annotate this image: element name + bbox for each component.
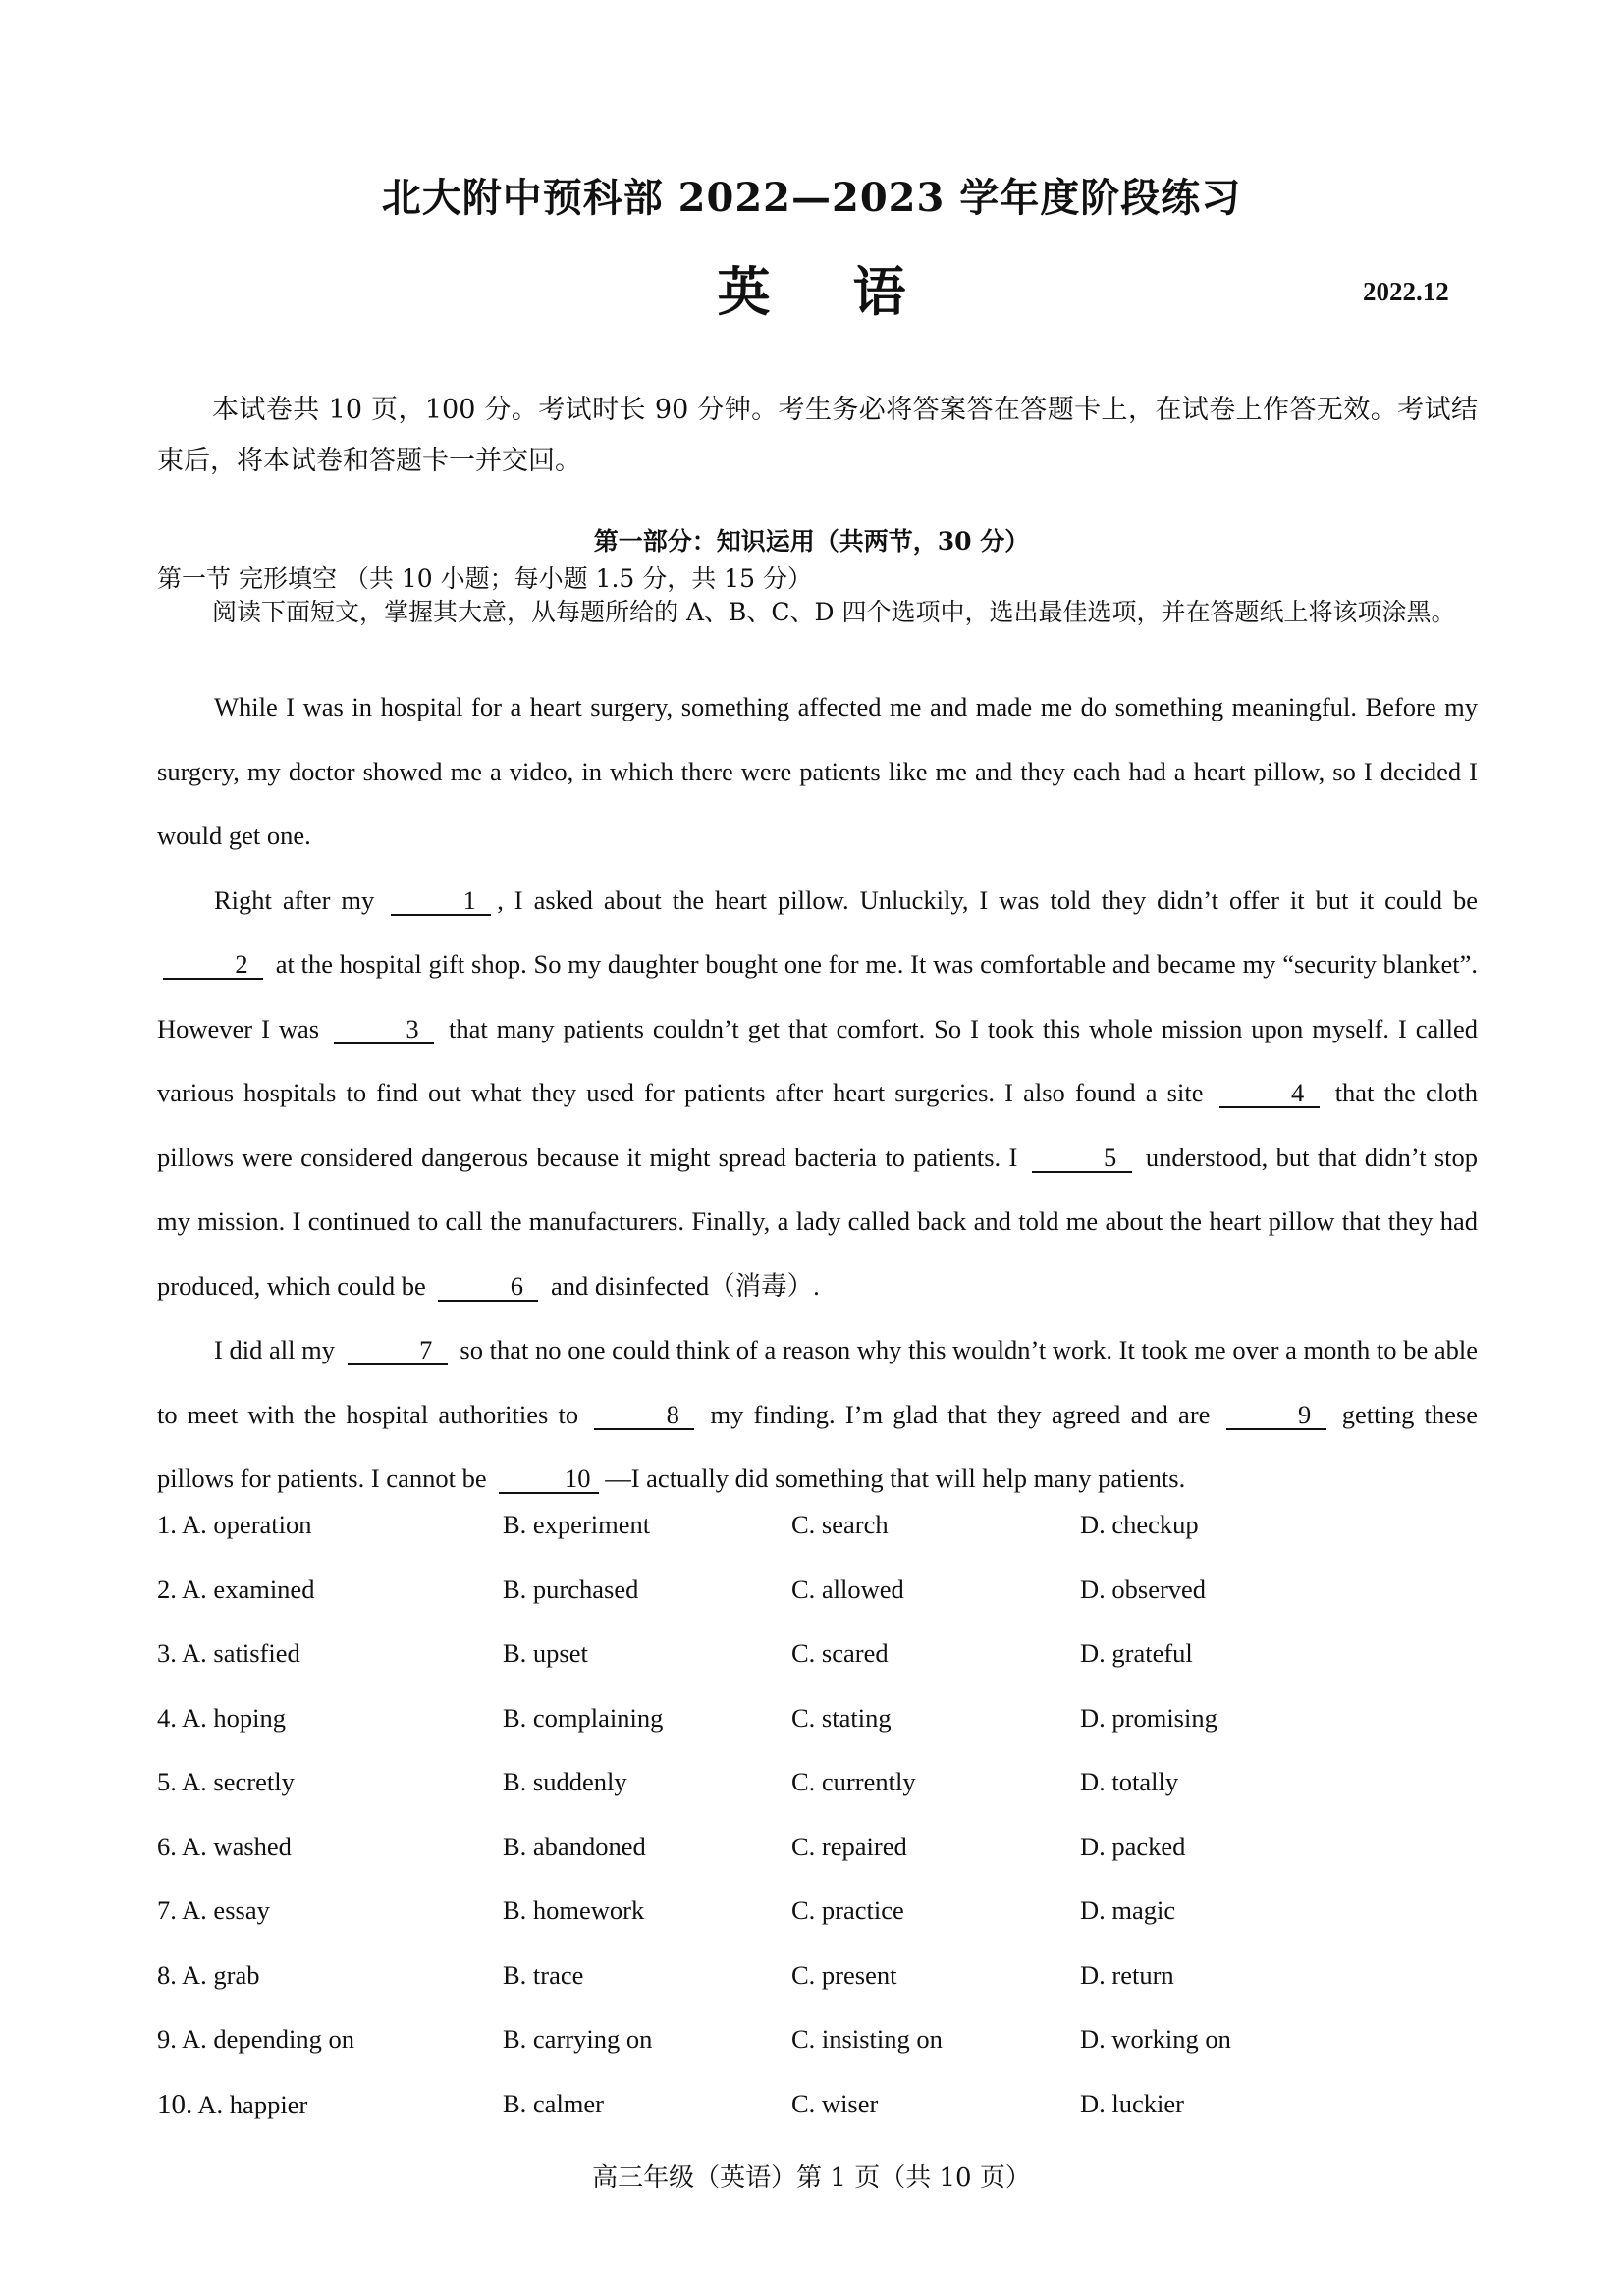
part-heading: 第一部分：知识运用（共两节，30 分） xyxy=(593,527,1030,556)
exam-instructions: 本试卷共 10 页，100 分。考试时长 90 分钟。考生务必将答案答在答题卡上，在试卷上作答无效。考试结束后，将本试卷和答题卡一并交回。 xyxy=(157,395,1478,476)
option-c: C. practice xyxy=(791,1896,904,1925)
question-number: 8. xyxy=(157,1959,177,1990)
option-a xyxy=(157,1832,292,1862)
option-c: C. repaired xyxy=(791,1831,907,1861)
option-d: D. return xyxy=(1080,1959,1174,1990)
blank-1: 1 xyxy=(391,886,491,916)
option-a-text: A. examined xyxy=(182,1574,315,1604)
option-row-4 xyxy=(157,1703,1478,1768)
passage-text: and disinfected（消毒）. xyxy=(551,1270,820,1301)
subject-char-1: 英 xyxy=(717,260,771,323)
option-d: D. packed xyxy=(1080,1831,1186,1861)
passage-text: Right after my xyxy=(214,884,375,915)
option-c: C. scared xyxy=(791,1638,889,1668)
option-a xyxy=(157,2024,354,2055)
option-d: D. totally xyxy=(1080,1767,1179,1796)
option-b: B. homework xyxy=(503,1896,645,1925)
question-number: 1. xyxy=(157,1510,177,1539)
option-b: B. trace xyxy=(503,1959,584,1990)
option-a-text: A. grab xyxy=(182,1959,260,1990)
option-a xyxy=(157,1638,300,1669)
option-row-7 xyxy=(157,1896,1478,1960)
option-b: B. carrying on xyxy=(503,2024,653,2054)
passage-text: getting these pillows for patients. I cannot be xyxy=(157,1399,1479,1493)
passage-text: that the cloth pillows were considered dangerous because it might spread bacteria to patients. I xyxy=(157,1078,1479,1172)
option-d: D. luckier xyxy=(1080,2088,1184,2118)
option-d: D. observed xyxy=(1080,1574,1207,1604)
passage-text: my finding. I’m glad that they agreed and are xyxy=(710,1399,1211,1429)
option-row-10 xyxy=(157,2089,1478,2154)
blank-7: 7 xyxy=(348,1336,448,1365)
option-a xyxy=(157,1960,260,1991)
option-a-text: A. depending on xyxy=(182,2024,354,2054)
question-number: 3. xyxy=(157,1638,177,1668)
option-c: C. search xyxy=(791,1510,889,1539)
option-row-8 xyxy=(157,1960,1478,2025)
option-d: D. working on xyxy=(1080,2024,1231,2054)
option-b: B. abandoned xyxy=(503,1831,646,1861)
option-c: C. present xyxy=(791,1959,897,1990)
option-row-3 xyxy=(157,1638,1478,1703)
option-a xyxy=(157,1575,314,1605)
blank-9: 9 xyxy=(1226,1401,1326,1430)
option-c: C. currently xyxy=(791,1767,916,1796)
passage-paragraph-1: While I was in hospital for a heart surgery, something affected me and made me do something meaningful. Before my surgery, my doctor showed me a video, in which there were patients like me and they each had a heart pillow, so I decided I would get one. xyxy=(157,692,1478,850)
exam-title: 北大附中预科部 2022—2023 学年度阶段练习 xyxy=(381,175,1242,221)
option-d: D. promising xyxy=(1080,1702,1217,1733)
option-a xyxy=(157,1896,270,1926)
option-a-text: A. happier xyxy=(197,2089,308,2119)
blank-3: 3 xyxy=(334,1015,434,1044)
blank-4: 4 xyxy=(1219,1079,1320,1108)
passage-text: at the hospital gift shop. So my daughter bought one for me. It was comfortable and became my “security blanket”. However I was xyxy=(157,949,1478,1043)
option-b: B. calmer xyxy=(503,2088,605,2118)
blank-10: 10 xyxy=(499,1465,599,1494)
option-row-9 xyxy=(157,2024,1478,2089)
passage-text: that many patients couldn’t get that comfort. So I took this whole mission upon myself. I called various hospitals to find out what they used for patients after heart surgeries. I also found a site xyxy=(157,1013,1478,1107)
page-footer: 高三年级（英语）第 1 页（共 10 页） xyxy=(592,2163,1031,2193)
option-a xyxy=(157,1767,295,1797)
passage-text: , I asked about the heart pillow. Unluckily, I was told they didn’t offer it but it could be xyxy=(497,884,1478,915)
option-a xyxy=(157,1703,286,1734)
option-a xyxy=(157,2089,307,2121)
question-number: 6. xyxy=(157,1831,177,1861)
option-d: D. checkup xyxy=(1080,1510,1199,1539)
passage-paragraph-2 xyxy=(157,869,1478,1319)
question-number: 5. xyxy=(157,1767,177,1796)
option-a-text: A. essay xyxy=(182,1896,270,1925)
option-b: B. purchased xyxy=(503,1574,639,1604)
subject-char-2: 语 xyxy=(852,260,906,323)
exam-date: 2022.12 xyxy=(1363,277,1449,306)
option-d: D. magic xyxy=(1080,1896,1176,1925)
question-number: 2. xyxy=(157,1574,177,1604)
question-number: 9. xyxy=(157,2024,177,2054)
option-c: C. stating xyxy=(791,1702,892,1733)
option-b: B. suddenly xyxy=(503,1767,627,1796)
option-c: C. allowed xyxy=(791,1574,904,1604)
question-number: 10. xyxy=(157,2088,193,2120)
option-a-text: A. satisfied xyxy=(182,1638,300,1668)
option-b: B. experiment xyxy=(503,1510,651,1539)
passage-text: understood, but that didn’t stop my mission. I continued to call the manufacturers. Finally, a lady called back and told me about the heart pillow that they had produced, which could be xyxy=(157,1142,1479,1301)
cloze-passage xyxy=(157,675,1478,1512)
blank-8: 8 xyxy=(594,1401,694,1430)
option-b: B. upset xyxy=(503,1638,588,1668)
option-row-6 xyxy=(157,1832,1478,1896)
answer-options xyxy=(157,1510,1478,2153)
option-row-5 xyxy=(157,1767,1478,1832)
passage-paragraph-3 xyxy=(157,1318,1478,1512)
option-row-1 xyxy=(157,1510,1478,1575)
passage-text: —I actually did something that will help many patients. xyxy=(605,1464,1186,1493)
blank-5: 5 xyxy=(1032,1144,1132,1173)
option-row-2 xyxy=(157,1575,1478,1639)
option-a-text: A. secretly xyxy=(182,1767,295,1796)
section-instruction: 阅读下面短文，掌握其大意，从每题所给的 A、B、C、D 四个选项中，选出最佳选项，并在答题纸上将该项涂黑。 xyxy=(212,598,1456,626)
option-c: C. insisting on xyxy=(791,2024,943,2054)
blank-6: 6 xyxy=(438,1272,538,1302)
question-number: 7. xyxy=(157,1896,177,1925)
option-a-text: A. hoping xyxy=(182,1702,287,1733)
passage-text: I did all my xyxy=(214,1335,336,1364)
blank-2: 2 xyxy=(163,950,263,980)
option-d: D. grateful xyxy=(1080,1638,1193,1668)
question-number: 4. xyxy=(157,1702,177,1733)
option-a-text: A. washed xyxy=(182,1831,292,1861)
option-a-text: A. operation xyxy=(182,1510,312,1539)
option-a xyxy=(157,1510,312,1540)
passage-text: so that no one could think of a reason why this wouldn’t work. It took me over a month to be able to meet with the hospital authorities to xyxy=(157,1335,1479,1429)
option-b: B. complaining xyxy=(503,1702,664,1733)
section-heading: 第一节 完形填空 （共 10 小题；每小题 1.5 分，共 15 分） xyxy=(157,564,812,593)
option-c: C. wiser xyxy=(791,2088,879,2118)
